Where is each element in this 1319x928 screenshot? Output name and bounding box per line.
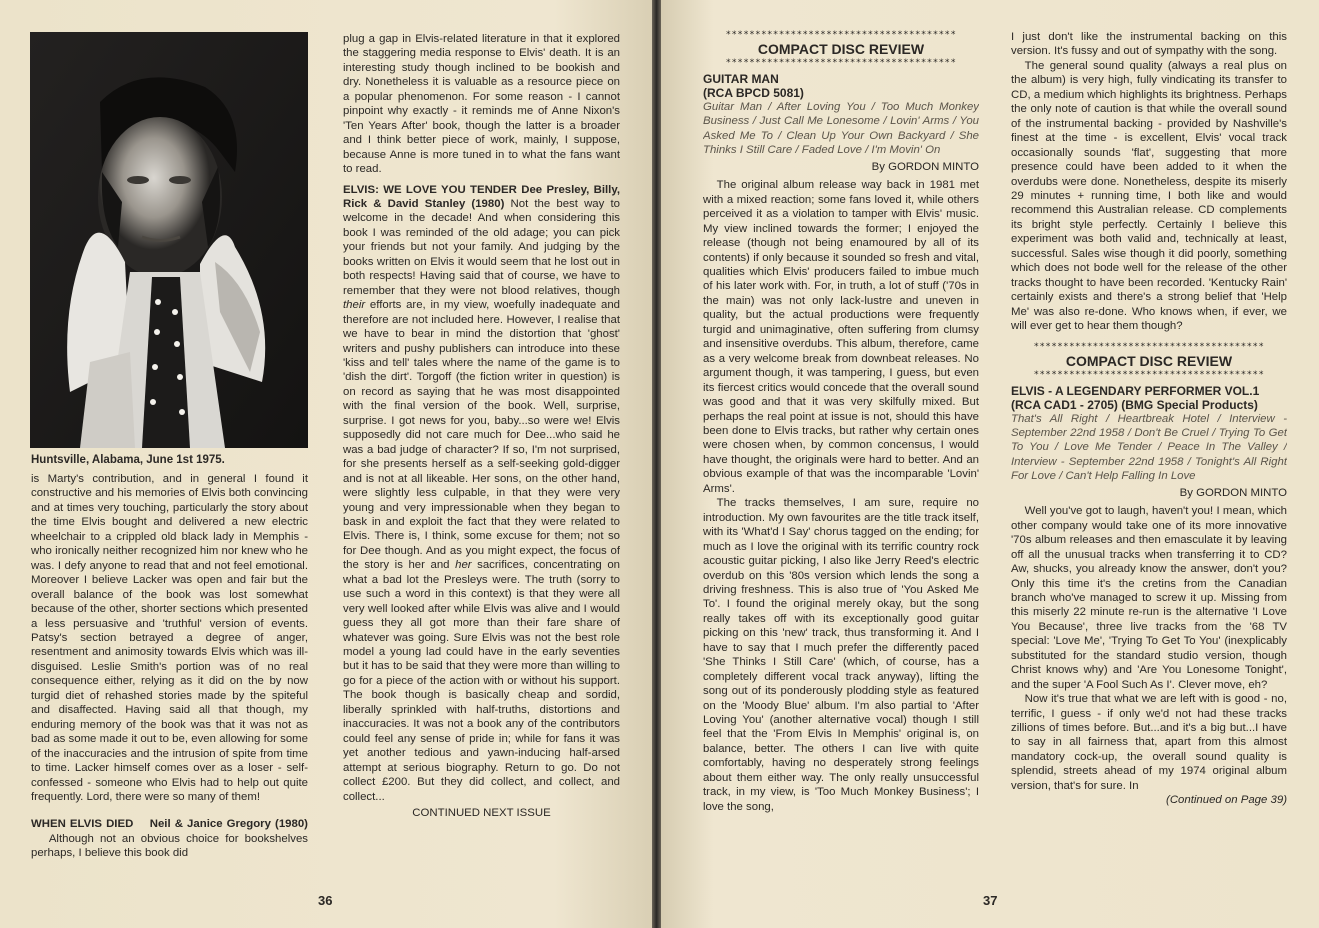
page-number: 37 bbox=[983, 893, 998, 908]
star-rule: *************************************** bbox=[1033, 369, 1265, 380]
continued-on-page: (Continued on Page 39) bbox=[1166, 794, 1287, 807]
review-paragraph: I just don't like the instrumental backing on this version. It's fussy and out of sympathy with the song. bbox=[1011, 31, 1287, 58]
album-title: ELVIS - A LEGENDARY PERFORMER VOL.1 bbox=[1011, 383, 1260, 398]
review-paragraph: Well you've got to laugh, haven't you! I mean, which other company would take one of its more innovative '70s album releases and then emasculate it by leaving off all the unusual tracks when transferring it to CD? Aw, shucks, you already know the answer, don't you? Only this time it's the cretins from the Canadian branch who've managed to screw it up. Missing from this miserly 22 minute re-run is the alternative 'I Love You Because', three live tracks from the '68 TV special: 'Love Me', 'Trying To Get To You' (inexplicably substituted for the standard studio version, though Christ knows why) and 'Are You Lonesome Tonight', and the super 'A Fool Such As I'. Clever move, eh? bbox=[1011, 505, 1287, 691]
book-title: WHEN ELVIS DIED bbox=[31, 818, 134, 831]
elvis-photo bbox=[30, 32, 308, 448]
catalog-number: (RCA BPCD 5081) bbox=[703, 86, 804, 100]
album-title: GUITAR MAN bbox=[703, 72, 779, 86]
article-paragraph: Although not an obvious choice for bookshelves perhaps, I believe this book did bbox=[31, 832, 308, 860]
right-page bbox=[661, 0, 1319, 928]
catalog-number: (RCA CAD1 - 2705) (BMG Special Products) bbox=[1011, 397, 1258, 412]
review-paragraph: The tracks themselves, I am sure, require no introduction. My own favourites are the title track itself, with its 'What'd I Say' chorus tagged on the ending; for much as I love the original with its terrific country rock acoustic guitar picking, I also like Jerry Reed's electric overdub on this '80s version which lends the song a driving freshness. This is also true of 'You Asked Me To'. I found the original merely okay, but the song really takes off with its exceptionally good guitar picking on this 'new' track, thus transforming it. And I have to say that I much prefer the differently paced 'She Thinks I Still Care' (which, of course, has a completely different vocal track anyway), lifting the song out of its ponderously plodding style as featured on the 'Moody Blue' album. I'm also partial to 'After Loving You' (another alternative vocal) though I still feel that the 'From Elvis In Memphis' original is, on balance, better. The others I can live with quite comfortably, having no desperately strong feelings about them either way. The only really unsuccessful track, in my view, is 'Too Much Monkey Business'; I love the song, bbox=[703, 497, 979, 813]
book-title: ELVIS: WE LOVE YOU TENDER bbox=[343, 183, 517, 196]
track-list: Guitar Man / After Loving You / Too Much Monkey Business / Just Call Me Lonesome / Lovin' Arms / You Asked Me To / Clean Up Your Own Backyard / She Thinks I Still Care / Faded Love / I'm Movin' On bbox=[703, 101, 979, 157]
book-review-entry: ELVIS: WE LOVE YOU TENDER Dee Presley, Billy, Rick & David Stanley (1980) Not the best way to welcome in the decade! And when considering this book I was reminded of the old adage; you can pick your friends but not your family. And judging by the books written on Elvis it would seem that he lost out in both respects! Having said that of course, we have to remember that they were not blood relatives, though their efforts are, in my view, woefully inadequate and therefore are not included here. However, I realise that we have to bear in mind the distortion that 'ghost' writers and pushy publishers can introduce into these 'kiss and tell' tales where the name of the game is to 'dish the dirt'. Torgoff (the fiction writer in question) is on record as saying that he was most disappointed with the final version of the book. Well, surprise, surprise. I got news for you, baby...so were we! Elvis supposedly did not care much for Dee...who said he was a bad judge of character? If so, I'm not surprised, for she presents herself as a self-seeking gold-digger and is not at all likeable. Her sons, on the other hand, were slightly less culpable, in that they were very young and very impressionable when they began to bask in and exploit the fact that they were related to Elvis. There is, I think, some excuse for them; not so for Dee though. And as you might expect, the focus of the story is her and her sacrifices, concentrating on what a bad lot the Presleys were. The truth (sorry to use such a word in this context) is that they were all very well looked after while Elvis was alive and I would guess they all got more than their fare share of whatever was going. Sure Elvis was not the best role model a young lad could have in the early seventies but it has to be said that they were more than willing to go for a piece of the action with or without his support. The book though is basically cheap and sordid, liberally sprinkled with half-truths, distortions and inaccuracies. It was not a book any of the contributors could feel any sense of pride in; while for fans it was yet another tedious and yawn-inducing half-arsed attempt at serious biography. Return to go. Do not collect £200. But they did collect, and collect, and collect... bbox=[343, 183, 620, 803]
section-title: COMPACT DISC REVIEW bbox=[1065, 352, 1233, 369]
review-legendary-performer bbox=[1011, 30, 1287, 894]
review-paragraph: The general sound quality (always a real plus on the album) is very high, fully vindicating its transfer to CD, a medium which highlights its brightness. Perhaps the only note of caution is that while the overall sound of the instrumental backing - provided by Nashville's finest at the time - is excellent, Elvis' vocal track occasionally sounds 'flat', suggesting that more presence could have been added to it when the overdubs were done. Nonetheless, despite its miserly 29 minutes + running time, I both like and would recommend this Australian release. CD complements its bright style perfectly. Certainly I believe this experiment was both valid and, technically at least, successful. Sales wise though it did poorly, something which does not bode well for the release of the other tracks thought to have been recorded. 'Kentucky Rain' certainly exists and there's a strong belief that 'Help Me' was also re-done. Who knows when, if ever, we will ever get to hear them though? bbox=[1011, 59, 1287, 333]
section-title: COMPACT DISC REVIEW bbox=[757, 41, 925, 57]
review-paragraph: Now it's true that what we are left with is good - no, terrific, I guess - if only we'd not had these tracks zillions of times before. But...and it's a big but...I have to say in all fairness that, apart from this almost mandatory cock-up, the overall sound quality is splendid, streets ahead of my 1974 original album version, that's for sure. In bbox=[1011, 693, 1287, 792]
byline: By GORDON MINTO bbox=[1179, 486, 1287, 499]
book-review-entry bbox=[31, 817, 308, 860]
track-list: That's All Right / Heartbreak Hotel / Interview - September 22nd 1958 / Don't Be Cruel / Trying To Get To You / Love Me Tender / Peace In The Valley / Interview - September 22nd 1958 / Tonight's All Right For Love / Can't Help Falling In Love bbox=[1011, 412, 1287, 483]
continued-next-issue: CONTINUED NEXT ISSUE bbox=[412, 807, 551, 820]
star-rule: *************************************** bbox=[725, 58, 957, 68]
photo-caption: Huntsville, Alabama, June 1st 1975. bbox=[31, 454, 225, 466]
review-paragraph: The original album release way back in 1981 met with a mixed reaction; some fans loved it, while others perceived it as a violation to tamper with Elvis' music. My view inclined towards the former; I enjoyed the release (though not being enamoured by all of its contents) if only because it sounded so fresh and vital, qualities which Elvis' producers failed to imbue much of his later work with. For, in truth, a lot of stuff ('70s in the main) was not only lack-lustre and uneven in quality, but the actual productions were frequently turgid and unimaginative, often suffering from clumsy and insensitive overdubs. This album, therefore, came as a very welcome break from downbeat releases. No argument though, it was tampering, I guess, but even its fiercest critics would concede that the overall sound was good and that it was very skilfully mixed. But perhaps the real point at issue is not, should this have been done to Elvis tracks, but rather why certain ones were chosen when, by common concensus, I would have thought, the originals were hard to better. And an obvious example of that was the incomparable 'Lovin' Arms'. bbox=[703, 179, 979, 495]
byline: By GORDON MINTO bbox=[871, 160, 979, 173]
star-rule: *************************************** bbox=[725, 30, 957, 40]
spine-gutter bbox=[652, 0, 661, 928]
article-paragraph: plug a gap in Elvis-related literature in that it explored the staggering media response to Elvis' death. It is an interesting study though inclined to be bookish and dry. Nonetheless it is valuable as a resource piece on a popular phenomenon. For some reason - I cannot pinpoint why exactly - it reminds me of Anne Nixon's 'Ten Years After' book, though the latter is a broader and I think better piece of work, mainly, I suppose, because Anne is more tuned in to what the fans want to read. bbox=[343, 33, 620, 176]
left-column-text bbox=[31, 472, 308, 904]
left-page bbox=[0, 0, 652, 928]
article-paragraph: is Marty's contribution, and in general I found it constructive and his memories of Elvis both convincing and at times very touching, particularly the story about the time Elvis bought and delivered a new electric wheelchair to a crippled old black lady in Memphis - who ironically neither recognized him nor knew who he was. I defy anyone to read that and not feel emotional. Moreover I believe Lacker was open and fair but the overall balance of the book was lost somewhat because of the other, shorter sections which presented a less persuasive and 'truthful' version of events. Patsy's section betrayed a degree of anger, resentment and animosity towards Elvis which was ill-disguised. Leslie Smith's portion was of no real consequence either, relying as it did on the by now turgid diet of rehashed stories made by the spiteful and disaffected. Having said all that though, my enduring memory of the book was that it was not as bad as some made it out to be, even allowing for some of the inaccuracies and the intrusion of spite from time to time. Lacker himself comes over as a loser - self-confessed - someone who Elvis had to help out quite frequently. Lord, there were so many of them! bbox=[31, 473, 308, 803]
right-column-text bbox=[343, 32, 620, 874]
page-number: 36 bbox=[318, 893, 333, 908]
star-rule: *************************************** bbox=[1033, 341, 1265, 352]
book-authors: Dee Presley, Billy, Rick & David Stanley (1980) bbox=[343, 183, 620, 210]
book-authors: Neil & Janice Gregory (1980) bbox=[149, 818, 308, 831]
review-guitar-man bbox=[703, 30, 979, 880]
